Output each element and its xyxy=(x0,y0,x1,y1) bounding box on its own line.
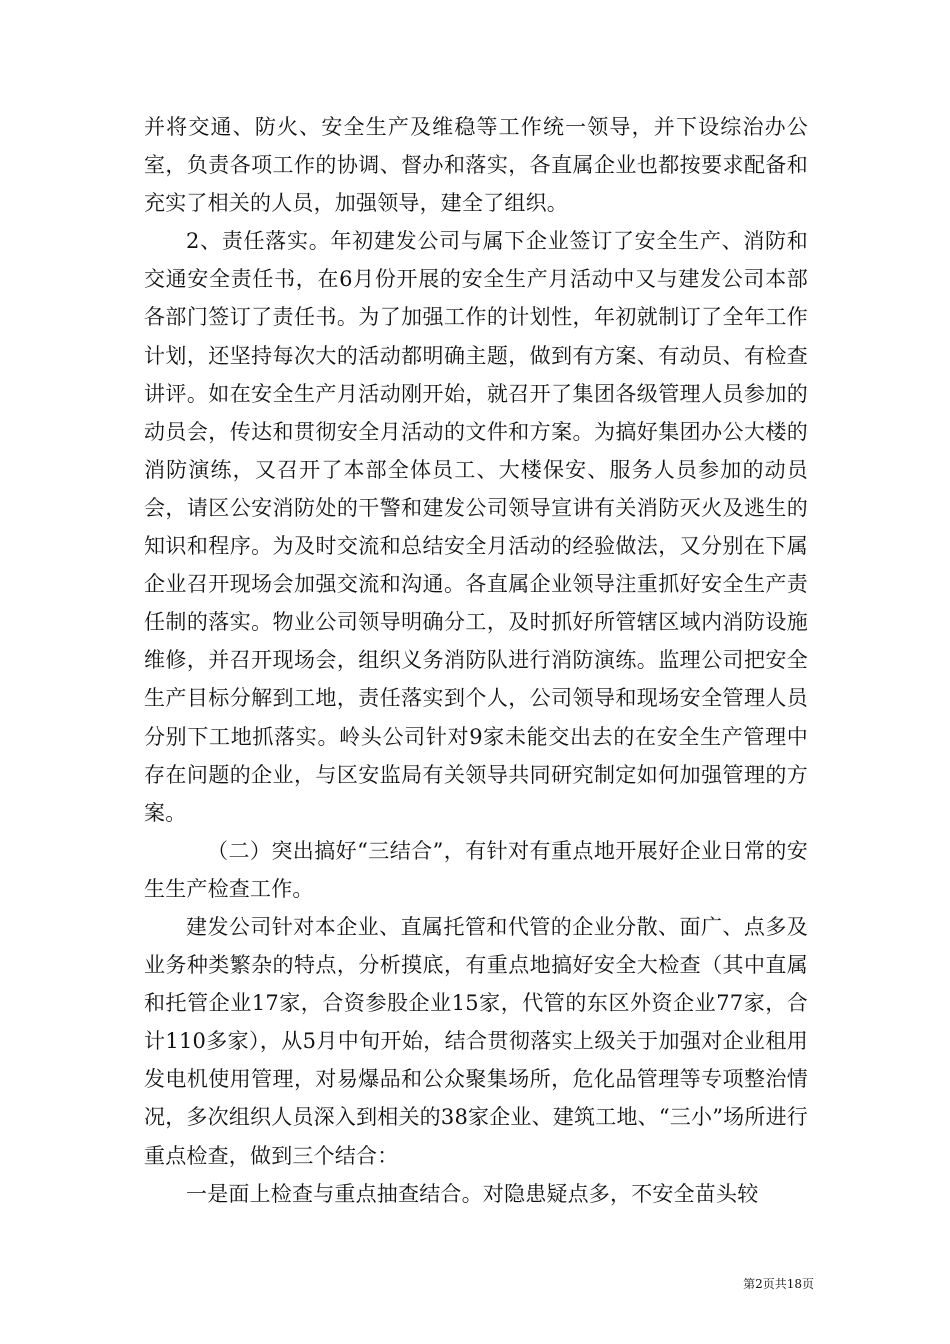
paragraph-first-combination: 一是面上检查与重点抽查结合。对隐患疑点多，不安全苗头较 xyxy=(186,1181,759,1206)
paragraph-inspection: 建发公司针对本企业、直属托管和代管的企业分散、面广、点多及业务种类繁杂的特点，分析摸底，有重点地搞好安全大检查（其中直属和托管企业17家，合资参股企业15家，代管的东区外资企业77家，合计110多家），从5月中旬开始，结合贯彻落实上级关于加强对企业租用发电机使用管理，对易爆品和公众聚集场所，危化品管理等专项整治情况，多次组织人员深入到相关的38家企业、建筑工地、“三小”场所进行重点检查，做到三个结合： xyxy=(144,914,808,1168)
page-number: 第2页共18页 xyxy=(743,1277,814,1291)
section-heading-three-combinations: （二）突出搞好“三结合”，有针对有重点地开展好企业日常的安生生产检查工作。 xyxy=(144,838,808,901)
document-body xyxy=(144,108,808,1213)
paragraph-org-structure: 并将交通、防火、安全生产及维稳等工作统一领导，并下设综治办公室，负责各项工作的协调、督办和落实，各直属企业也都按要求配备和充实了相关的人员，加强领导，建全了组织。 xyxy=(144,115,808,216)
paragraph-responsibility: 2、责任落实。年初建发公司与属下企业签订了安全生产、消防和交通安全责任书，在6月份开展的安全生产月活动中又与建发公司本部各部门签订了责任书。为了加强工作的计划性，年初就制订了全年工作计划，还坚持每次大的活动都明确主题，做到有方案、有动员、有检查讲评。如在安全生产月活动刚开始，就召开了集团各级管理人员参加的动员会，传达和贯彻安全月活动的文件和方案。为搞好集团办公大楼的消防演练，又召开了本部全体员工、大楼保安、服务人员参加的动员会，请区公安消防处的干警和建发公司领导宣讲有关消防灭火及逃生的知识和程序。为及时交流和总结安全月活动的经验做法，又分别在下属企业召开现场会加强交流和沟通。各直属企业领导注重抓好安全生产责任制的落实。物业公司领导明确分工，及时抓好所管辖区域内消防设施维修，并召开现场会，组织义务消防队进行消防演练。监理公司把安全生产目标分解到工地，责任落实到个人，公司领导和现场安全管理人员分别下工地抓落实。岭头公司针对9家未能交出去的在安全生产管理中存在问题的企业，与区安监局有关领导共同研究制定如何加强管理的方案。 xyxy=(144,229,808,825)
